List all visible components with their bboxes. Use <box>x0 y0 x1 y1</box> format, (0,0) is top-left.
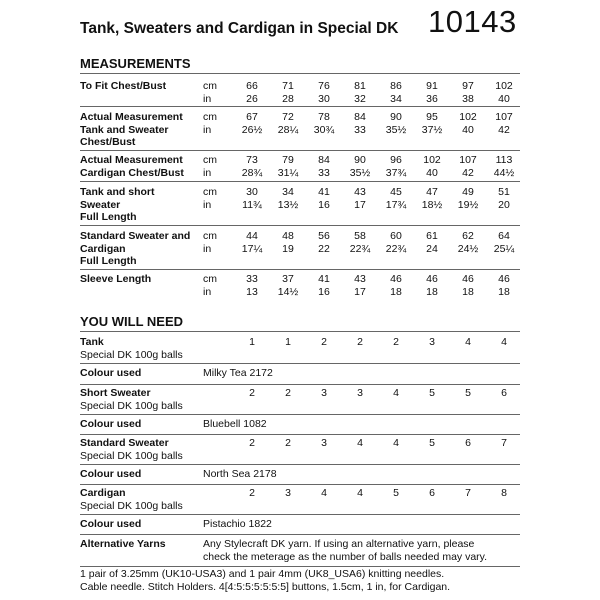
value-cell: 35½ <box>385 123 407 136</box>
ball-count: 5 <box>429 387 435 399</box>
unit-cm: cm <box>203 186 217 198</box>
value-cell: 26½ <box>241 123 263 136</box>
value-cell: 18 <box>498 285 510 298</box>
value-cell: 37 <box>282 273 294 285</box>
value-cell: 19 <box>282 242 294 255</box>
divider <box>80 225 520 226</box>
value-cell: 40 <box>426 166 438 179</box>
value-cell: 28 <box>282 92 294 105</box>
value-cell: 56 <box>318 230 330 242</box>
value-cell: 18 <box>426 285 438 298</box>
divider <box>80 514 520 515</box>
value-cell: 16 <box>318 198 330 211</box>
value-cell: 73 <box>246 154 258 166</box>
value-cell: 42 <box>462 166 474 179</box>
ball-count: 3 <box>321 437 327 449</box>
ball-count: 4 <box>357 437 363 449</box>
ball-count: 2 <box>285 437 291 449</box>
value-cell: 84 <box>354 111 366 123</box>
value-cell: 79 <box>282 154 294 166</box>
value-cell: 13½ <box>277 198 299 211</box>
value-cell: 19½ <box>457 198 479 211</box>
value-cell: 86 <box>390 80 402 92</box>
value-cell: 34 <box>390 92 402 105</box>
value-cell: 96 <box>390 154 402 166</box>
row-label: Cardigan <box>80 242 126 255</box>
row-label: Sweater <box>80 198 121 211</box>
value-cell: 20 <box>498 198 510 211</box>
ball-count: 4 <box>357 487 363 499</box>
value-cell: 72 <box>282 111 294 123</box>
value-cell: 28¼ <box>277 123 299 136</box>
value-cell: 24½ <box>457 242 479 255</box>
value-cell: 78 <box>318 111 330 123</box>
value-cell: 30 <box>318 92 330 105</box>
value-cell: 22 <box>318 242 330 255</box>
you-will-need-heading: YOU WILL NEED <box>80 314 184 329</box>
ball-count: 2 <box>393 336 399 348</box>
value-cell: 17¾ <box>385 198 407 211</box>
ball-count: 6 <box>465 437 471 449</box>
ball-count: 1 <box>249 336 255 348</box>
value-cell: 26 <box>246 92 258 105</box>
row-label: To Fit Chest/Bust <box>80 80 167 92</box>
value-cell: 45 <box>390 186 402 198</box>
yarn-description: Special DK 100g balls <box>80 348 183 361</box>
colour-value: Pistachio 1822 <box>203 518 272 530</box>
value-cell: 18 <box>390 285 402 298</box>
ball-count: 2 <box>285 387 291 399</box>
ball-count: 2 <box>357 336 363 348</box>
value-cell: 102 <box>423 154 441 166</box>
accessories-note: Cable needle. Stitch Holders. 4[4:5:5:5:5:5:5] buttons, 1.5cm, 1 in, for Cardigan. <box>80 581 451 593</box>
ball-count: 3 <box>429 336 435 348</box>
unit-in: in <box>203 123 212 136</box>
divider <box>80 484 520 485</box>
value-cell: 66 <box>246 80 258 92</box>
value-cell: 62 <box>462 230 474 242</box>
divider <box>80 181 520 182</box>
value-cell: 71 <box>282 80 294 92</box>
value-cell: 18½ <box>421 198 443 211</box>
value-cell: 13 <box>246 285 258 298</box>
row-label: Standard Sweater and <box>80 230 191 242</box>
divider <box>80 331 520 332</box>
divider <box>80 434 520 435</box>
garment-name: Cardigan <box>80 487 126 499</box>
ball-count: 6 <box>501 387 507 399</box>
value-cell: 58 <box>354 230 366 242</box>
unit-in: in <box>203 198 212 211</box>
unit-cm: cm <box>203 230 217 242</box>
yarn-description: Special DK 100g balls <box>80 449 183 462</box>
ball-count: 4 <box>393 437 399 449</box>
ball-count: 2 <box>321 336 327 348</box>
value-cell: 37½ <box>421 123 443 136</box>
needles-note: 1 pair of 3.25mm (UK10-USA3) and 1 pair 4mm (UK8_USA6) knitting needles. <box>80 568 445 580</box>
value-cell: 102 <box>495 80 513 92</box>
value-cell: 67 <box>246 111 258 123</box>
row-label: Actual Measurement <box>80 111 183 123</box>
value-cell: 84 <box>318 154 330 166</box>
ball-count: 8 <box>501 487 507 499</box>
colour-label: Colour used <box>80 468 142 480</box>
colour-value: Milky Tea 2172 <box>203 367 273 379</box>
ball-count: 3 <box>321 387 327 399</box>
value-cell: 22¾ <box>385 242 407 255</box>
value-cell: 107 <box>459 154 477 166</box>
value-cell: 33 <box>354 123 366 136</box>
value-cell: 11¾ <box>242 198 262 211</box>
row-label: Full Length <box>80 211 137 223</box>
value-cell: 46 <box>426 273 438 285</box>
divider <box>80 150 520 151</box>
value-cell: 33 <box>318 166 330 179</box>
unit-in: in <box>203 166 212 179</box>
ball-count: 2 <box>249 487 255 499</box>
unit-cm: cm <box>203 273 217 285</box>
unit-in: in <box>203 242 212 255</box>
value-cell: 107 <box>495 111 513 123</box>
yarn-description: Special DK 100g balls <box>80 499 183 512</box>
divider <box>80 269 520 270</box>
divider <box>80 534 520 535</box>
colour-label: Colour used <box>80 518 142 530</box>
value-cell: 43 <box>354 186 366 198</box>
value-cell: 16 <box>318 285 330 298</box>
value-cell: 36 <box>426 92 438 105</box>
value-cell: 46 <box>462 273 474 285</box>
value-cell: 41 <box>318 186 330 198</box>
value-cell: 28¾ <box>241 166 263 179</box>
value-cell: 31¼ <box>277 166 299 179</box>
ball-count: 7 <box>465 487 471 499</box>
divider <box>80 566 520 567</box>
yarn-description: Special DK 100g balls <box>80 399 183 412</box>
unit-cm: cm <box>203 111 217 123</box>
row-label: Tank and Sweater <box>80 123 169 136</box>
value-cell: 95 <box>426 111 438 123</box>
garment-name: Standard Sweater <box>80 437 169 449</box>
ball-count: 2 <box>249 387 255 399</box>
value-cell: 17 <box>354 285 366 298</box>
value-cell: 22¾ <box>349 242 371 255</box>
ball-count: 1 <box>285 336 291 348</box>
value-cell: 24 <box>426 242 438 255</box>
row-label: Sleeve Length <box>80 273 152 285</box>
value-cell: 30 <box>246 186 258 198</box>
value-cell: 38 <box>462 92 474 105</box>
alternative-yarns-label: Alternative Yarns <box>80 538 166 550</box>
value-cell: 14½ <box>277 285 299 298</box>
value-cell: 90 <box>354 154 366 166</box>
unit-in: in <box>203 92 212 105</box>
colour-label: Colour used <box>80 418 142 430</box>
ball-count: 7 <box>501 437 507 449</box>
row-label: Actual Measurement <box>80 154 183 166</box>
value-cell: 46 <box>498 273 510 285</box>
divider <box>80 384 520 385</box>
ball-count: 4 <box>465 336 471 348</box>
value-cell: 60 <box>390 230 402 242</box>
value-cell: 81 <box>354 80 366 92</box>
ball-count: 4 <box>393 387 399 399</box>
divider <box>80 414 520 415</box>
divider <box>80 363 520 364</box>
ball-count: 3 <box>357 387 363 399</box>
ball-count: 5 <box>465 387 471 399</box>
ball-count: 4 <box>321 487 327 499</box>
alternative-yarns-text: Any Stylecraft DK yarn. If using an alternative yarn, please <box>203 538 475 550</box>
value-cell: 40 <box>498 92 510 105</box>
value-cell: 17¼ <box>241 242 263 255</box>
value-cell: 33 <box>246 273 258 285</box>
garment-name: Tank <box>80 336 104 348</box>
value-cell: 32 <box>354 92 366 105</box>
value-cell: 34 <box>282 186 294 198</box>
pattern-number: 10143 <box>428 4 517 39</box>
row-label: Cardigan Chest/Bust <box>80 166 184 179</box>
value-cell: 44 <box>246 230 258 242</box>
colour-value: Bluebell 1082 <box>203 418 267 430</box>
value-cell: 46 <box>390 273 402 285</box>
row-label: Tank and short <box>80 186 155 198</box>
divider <box>80 106 520 107</box>
colour-label: Colour used <box>80 367 142 379</box>
value-cell: 40 <box>462 123 474 136</box>
value-cell: 43 <box>354 273 366 285</box>
value-cell: 41 <box>318 273 330 285</box>
colour-value: North Sea 2178 <box>203 468 277 480</box>
unit-cm: cm <box>203 80 217 92</box>
value-cell: 61 <box>426 230 438 242</box>
value-cell: 76 <box>318 80 330 92</box>
page-title: Tank, Sweaters and Cardigan in Special DK <box>80 20 399 37</box>
value-cell: 44½ <box>493 166 515 179</box>
measurements-heading: MEASUREMENTS <box>80 56 191 71</box>
value-cell: 42 <box>498 123 510 136</box>
unit-cm: cm <box>203 154 217 166</box>
value-cell: 37¾ <box>385 166 407 179</box>
divider <box>80 73 520 74</box>
value-cell: 18 <box>462 285 474 298</box>
unit-in: in <box>203 285 212 298</box>
value-cell: 49 <box>462 186 474 198</box>
value-cell: 35½ <box>349 166 371 179</box>
garment-name: Short Sweater <box>80 387 151 399</box>
divider <box>80 464 520 465</box>
ball-count: 6 <box>429 487 435 499</box>
value-cell: 97 <box>462 80 474 92</box>
ball-count: 2 <box>249 437 255 449</box>
ball-count: 4 <box>501 336 507 348</box>
value-cell: 48 <box>282 230 294 242</box>
value-cell: 17 <box>354 198 366 211</box>
value-cell: 64 <box>498 230 510 242</box>
ball-count: 5 <box>393 487 399 499</box>
value-cell: 90 <box>390 111 402 123</box>
value-cell: 91 <box>426 80 438 92</box>
alternative-yarns-text: check the meterage as the number of balls needed may vary. <box>203 550 488 563</box>
ball-count: 3 <box>285 487 291 499</box>
value-cell: 113 <box>495 154 513 166</box>
value-cell: 30¾ <box>313 123 335 136</box>
row-label: Full Length <box>80 255 137 267</box>
value-cell: 51 <box>498 186 510 198</box>
value-cell: 25¼ <box>493 242 515 255</box>
value-cell: 102 <box>459 111 477 123</box>
row-label: Chest/Bust <box>80 136 136 148</box>
ball-count: 5 <box>429 437 435 449</box>
value-cell: 47 <box>426 186 438 198</box>
